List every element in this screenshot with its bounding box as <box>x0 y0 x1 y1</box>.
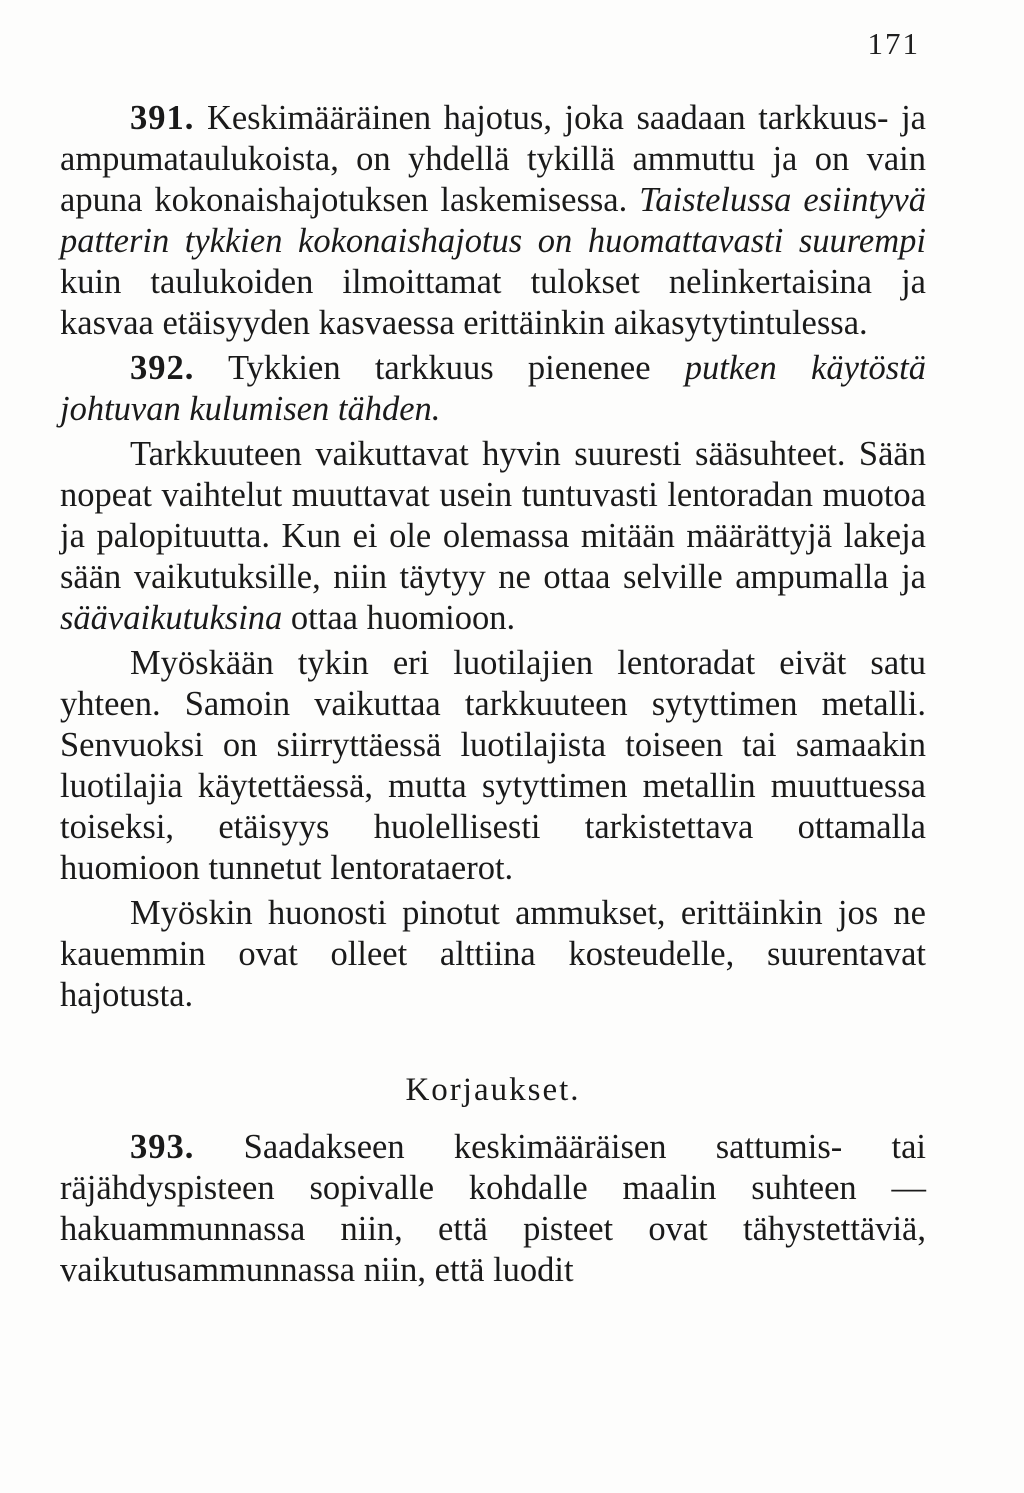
paragraph-text: ottaa huomioon. <box>282 599 516 637</box>
paragraph-stacked-ammunition <box>60 893 926 1016</box>
paragraph-393 <box>60 1127 926 1291</box>
paragraph-ammunition-types <box>60 643 926 889</box>
paragraph-weather <box>60 434 926 639</box>
paragraph-text: Saadakseen keskimääräisen sattumis- tai räjähdyspisteen sopivalle kohdalle maalin suhteen — hakuammunnassa niin, että pisteet ovat tähystettäviä, vaikutusammunnassa niin, että luodit <box>60 1128 926 1289</box>
paragraph-text: Keskimääräinen hajotus, joka saadaan tarkkuus- ja ampumataulukoista, on yhdellä tykillä ammuttu ja on vain apuna kokonaishajotuksen laskemisessa. <box>60 99 926 219</box>
paragraph-391 <box>60 98 926 344</box>
italic-text: putken käytöstä johtuvan kulumisen tähden. <box>60 349 926 428</box>
paragraph-number: 392. <box>130 349 195 387</box>
paragraph-text: Myöskään tykin eri luotilajien lentoradat eivät satu yhteen. Samoin vaikuttaa tarkkuuteen sytyttimen metalli. Senvuoksi on siirryttäessä luotilajista toiseen tai samaakin luotilajia käytettäessä, mutta sytyttimen metallin muuttuessa toiseksi, etäisyys huolellisesti tarkistettava ottamalla huomioon tunnetut lentorataerot. <box>60 644 926 887</box>
paragraph-text: Tykkien tarkkuus pienenee <box>194 349 685 387</box>
paragraph-number: 393. <box>130 1128 195 1166</box>
paragraph-text: Tarkkuuteen vaikuttavat hyvin suuresti sääsuhteet. Sään nopeat vaihtelut muuttavat usein tuntuvasti lentoradan muotoa ja palopituutta. Kun ei ole olemassa mitään määrättyjä lakeja sään vaikutuksille, niin täytyy ne ottaa selville ampumalla ja <box>60 435 926 596</box>
italic-text: säävaikutuksina <box>60 599 283 637</box>
paragraph-392 <box>60 348 926 430</box>
section-heading: Korjaukset. <box>405 1072 581 1108</box>
paragraph-text: kuin taulukoiden ilmoittamat tulokset nelinkertaisina ja kasvaa etäisyyden kasvaessa erittäinkin aikasytytintulessa. <box>60 263 926 342</box>
paragraph-text: Myöskin huonosti pinotut ammukset, erittäinkin jos ne kauemmin ovat olleet alttiina kosteudelle, suurentavat hajotusta. <box>60 894 926 1014</box>
page-body <box>60 98 926 1295</box>
italic-text: Taistelussa esiintyvä patterin tykkien kokonaishajotus on huomattavasti suurempi <box>60 181 926 260</box>
page-number: 171 <box>867 26 920 61</box>
paragraph-number: 391. <box>130 99 195 137</box>
